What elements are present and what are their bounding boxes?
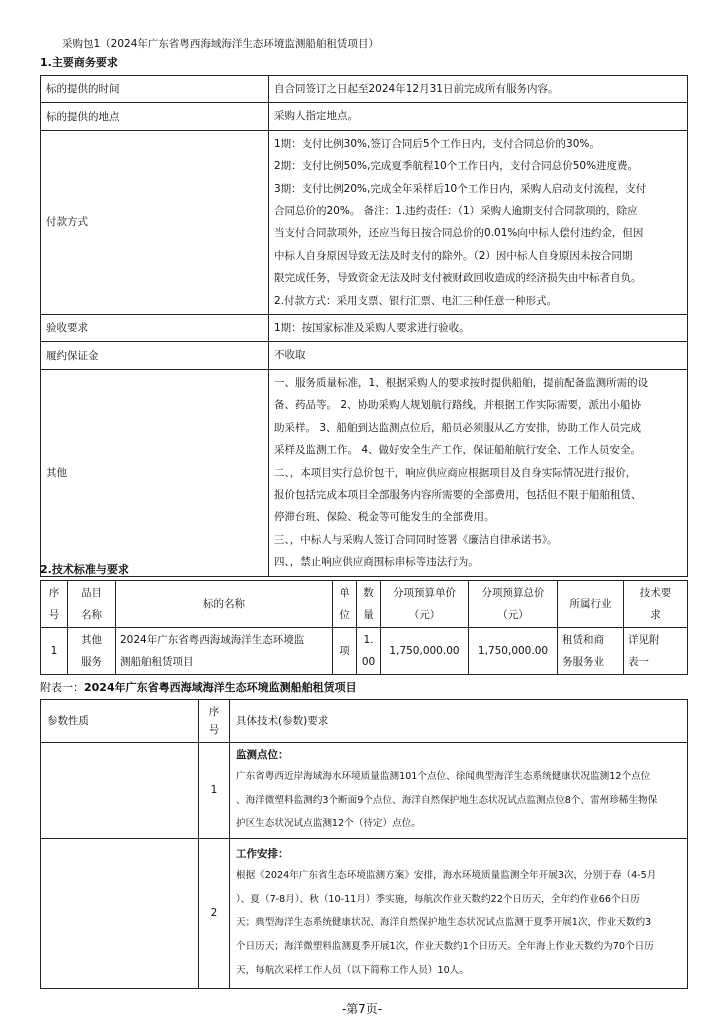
header-unit: 单 位 <box>333 581 357 628</box>
cell-category: 其他 服务 <box>68 628 116 675</box>
table-row <box>41 838 688 988</box>
table-row <box>41 76 688 103</box>
header-property: 参数性质 <box>41 700 199 743</box>
cell-unit-price: 1,750,000.00 <box>381 628 469 675</box>
row-value: 一、服务质量标准，1、根据采购人的要求按时提供船舶，提前配备监测所需的设 备、药品等。 2、协助采购人规划航行路线，并根据工作实际需要，派出小船协 助采样。 3、船舶到达监测点位后，船员必须服从乙方安排，协助工作人员完成 采样及监测工作。 4、做好安全生产工作，保证船舶航行安全、工作人员安全。 二、，本项目实行总价包干，响应供应商应根据项目及自身实际情况进行报价， 报价包括完成本项目全部服务内容所需要的全部费用，包括但不限于船舶租赁、 停滞台班、保险、税金等可能发生的全部费用。 三、，中标人与采购人签订合同同时签署《廉洁自律承诺书》。 四、，禁止响应供应商围标串标等违法行为。 <box>269 369 688 576</box>
header-category: 品目 名称 <box>68 581 116 628</box>
cell-industry: 租赁和商 务服务业 <box>558 628 624 675</box>
appendix-table <box>40 699 688 989</box>
appendix-title: 2024年广东省粤西海域海洋生态环境监测船舶租赁项目 <box>84 681 357 694</box>
section-heading-business: 1.主要商务要求 <box>40 56 118 69</box>
header-requirement: 具体技术(参数)要求 <box>230 700 688 743</box>
table-row <box>41 369 688 576</box>
table-row <box>41 315 688 342</box>
table-row <box>41 342 688 369</box>
appendix-heading <box>40 679 357 695</box>
row-label: 标的提供的地点 <box>41 103 269 130</box>
row-value: 1期：支付比例30%,签订合同后5个工作日内，支付合同总价的30%。 2期：支付比例50%,完成夏季航程10个工作日内，支付合同总价50%进度费。 3期：支付比例20%,完成全年采样后10个工作日内，采购人启动支付流程，支付 合同总价的20%。 备注：1.违约责任：（1）采购人逾期支付合同款项的，除应 当支付合同款项外，还应当每日按合同总价的0.01%向中标人偿付违约金，但因 中标人自身原因导致无法及时支付的除外。（2）因中标人自身原因未按合同期 限完成任务，导致资金无法及时支付被财政回收造成的经济损失由中标者自负。 2.付款方式：采用支票、银行汇票、电汇三种任意一种形式。 <box>269 130 688 314</box>
cell-tech: 详见附 表一 <box>624 628 688 675</box>
table-header-row <box>41 700 688 743</box>
cell-seq: 1 <box>199 743 230 839</box>
header-industry: 所属行业 <box>558 581 624 628</box>
header-qty: 数 量 <box>357 581 381 628</box>
header-seq: 序 号 <box>199 700 230 743</box>
package-title: 采购包1（2024年广东省粤西海域海洋生态环境监测船舶租赁项目） <box>62 38 379 50</box>
row-label: 付款方式 <box>41 130 269 314</box>
section-heading-technical: 2.技术标准与要求 <box>40 563 129 576</box>
table-row <box>41 743 688 839</box>
cell-property <box>41 838 199 988</box>
technical-standards-table <box>40 580 688 675</box>
row-label: 其他 <box>41 369 269 576</box>
cell-name: 2024年广东省粤西海域海洋生态环境监 测船舶租赁项目 <box>116 628 333 675</box>
header-unit-price: 分项预算单价 （元） <box>381 581 469 628</box>
header-seq: 序 号 <box>41 581 68 628</box>
page-number: -第7页- <box>341 1002 383 1016</box>
business-requirements-table <box>40 75 688 577</box>
row-value: 1期：按国家标准及采购人要求进行验收。 <box>269 315 688 342</box>
cell-seq: 1 <box>41 628 68 675</box>
cell-seq: 2 <box>199 838 230 988</box>
requirement-title: 监测点位： <box>236 749 289 761</box>
row-value: 不收取 <box>269 342 688 369</box>
header-total-price: 分项预算总价 （元） <box>469 581 558 628</box>
row-label: 验收要求 <box>41 315 269 342</box>
cell-total-price: 1,750,000.00 <box>469 628 558 675</box>
cell-unit: 项 <box>333 628 357 675</box>
header-name: 标的名称 <box>116 581 333 628</box>
cell-qty: 1. 00 <box>357 628 381 675</box>
row-label: 标的提供的时间 <box>41 76 269 103</box>
row-value: 自合同签订之日起至2024年12月31日前完成所有服务内容。 <box>269 76 688 103</box>
table-row <box>41 628 688 675</box>
header-tech: 技术要 求 <box>624 581 688 628</box>
requirement-title: 工作安排： <box>236 848 289 861</box>
cell-requirement: 工作安排： 根据《2024年广东省生态环境监测方案》安排，海水环境质量监测全年开展3次，分别于春（4-5月 ）、夏（7-8月）、秋（10-11月）季实施，每航次作业天数约22个日历天，全年约作业66个日历 天；典型海洋生态系统健康状况、海洋自然保护地生态状况试点监测于夏季开展1次，作业天数约3 个日历天；海洋微塑料监测夏季开展1次，作业天数约1个日历天。全年海上作业天数约为70个日历 天，每航次采样工作人员（以下简称工作人员）10人。 <box>230 838 688 988</box>
row-value: 采购人指定地点。 <box>269 103 688 130</box>
row-label: 履约保证金 <box>41 342 269 369</box>
cell-requirement: 监测点位： 广东省粤西近岸海域海水环境质量监测101个点位、徐闻典型海洋生态系统健康状况监测12个点位 、海洋微塑料监测约3个断面9个点位、海洋自然保护地生态状况试点监测点位8个、雷州珍稀生物保 护区生态状况试点监测12个（待定）点位。 <box>230 743 688 839</box>
table-row <box>41 103 688 130</box>
table-header-row <box>41 581 688 628</box>
appendix-prefix: 附表一： <box>40 681 84 694</box>
table-row <box>41 130 688 314</box>
cell-property <box>41 743 199 839</box>
